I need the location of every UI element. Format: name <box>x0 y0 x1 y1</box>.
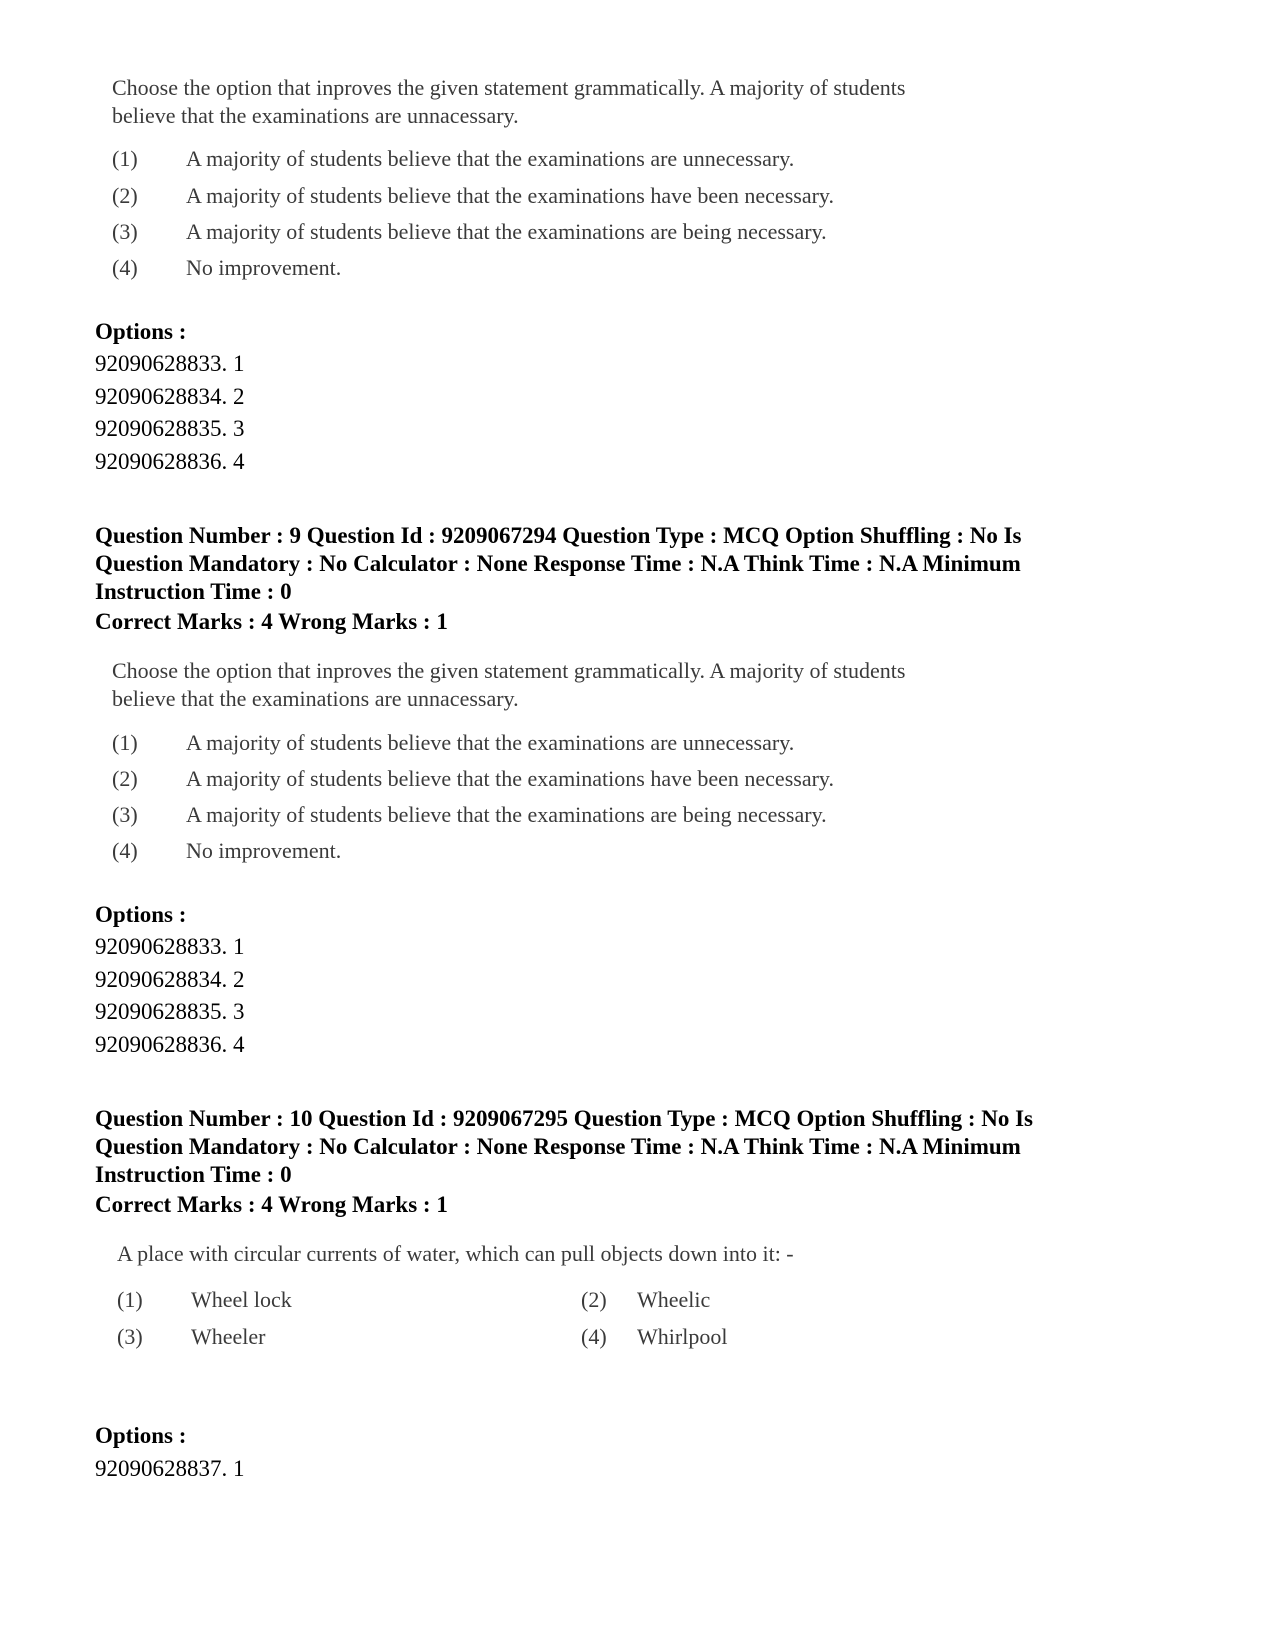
choice-cell <box>117 1323 266 1351</box>
choice-text: A majority of students believe that the examinations have been necessary. <box>186 766 834 791</box>
choice-number: (3) <box>117 1324 143 1349</box>
meta-line: Question Mandatory : No Calculator : None Response Time : N.A Think Time : N.A Minimum <box>95 1134 1021 1159</box>
option-id: 92090628835. 3 <box>95 999 245 1024</box>
meta-line: Instruction Time : 0 <box>95 579 292 604</box>
option-id: 92090628833. 1 <box>95 351 245 376</box>
choice-number: (3) <box>112 802 138 827</box>
choice-text: Wheelic <box>637 1287 711 1312</box>
choice-number: (2) <box>112 766 138 791</box>
option-id: 92090628835. 3 <box>95 416 245 441</box>
meta-line: Instruction Time : 0 <box>95 1162 292 1187</box>
meta-line: Question Number : 10 Question Id : 9209067295 Question Type : MCQ Option Shuffling : No Is <box>95 1106 1034 1131</box>
options-heading: Options : <box>95 319 187 344</box>
choice-row <box>112 729 794 757</box>
choice-row <box>112 254 341 282</box>
option-id: 92090628836. 4 <box>95 449 245 474</box>
choice-row <box>112 837 341 865</box>
choice-number: (2) <box>112 183 138 208</box>
choice-row <box>112 765 834 793</box>
meta-line: Question Mandatory : No Calculator : None Response Time : N.A Think Time : N.A Minimum <box>95 551 1021 576</box>
question-marks: Correct Marks : 4 Wrong Marks : 1 <box>95 609 448 634</box>
choice-number: (4) <box>581 1324 607 1349</box>
question-meta <box>95 522 1225 606</box>
options-heading: Options : <box>95 1423 187 1448</box>
choice-text: A majority of students believe that the examinations are being necessary. <box>186 802 827 827</box>
stem-line: Choose the option that inproves the given statement grammatically. A majority of students <box>112 658 906 683</box>
choice-text: Wheeler <box>191 1324 266 1349</box>
option-id: 92090628833. 1 <box>95 934 245 959</box>
choice-text: No improvement. <box>186 255 342 280</box>
choice-row <box>112 218 827 246</box>
choice-row <box>112 182 834 210</box>
choice-number: (1) <box>112 730 138 755</box>
choice-text: Wheel lock <box>191 1287 292 1312</box>
meta-line: Question Number : 9 Question Id : 9209067294 Question Type : MCQ Option Shuffling : No Is <box>95 523 1022 548</box>
stem-line: believe that the examinations are unnacessary. <box>112 103 519 128</box>
question-stem <box>112 74 905 130</box>
stem-line: Choose the option that inproves the given statement grammatically. A majority of students <box>112 75 906 100</box>
choice-cell <box>581 1286 710 1314</box>
choice-number: (4) <box>112 255 138 280</box>
choice-number: (1) <box>112 146 138 171</box>
question-stem <box>112 657 905 713</box>
question-meta <box>95 1105 1225 1189</box>
choice-number: (3) <box>112 219 138 244</box>
option-id: 92090628837. 1 <box>95 1456 245 1481</box>
question-marks: Correct Marks : 4 Wrong Marks : 1 <box>95 1192 448 1217</box>
choice-cell <box>581 1323 727 1351</box>
choice-text: A majority of students believe that the examinations are being necessary. <box>186 219 827 244</box>
choice-text: A majority of students believe that the examinations are unnecessary. <box>186 730 795 755</box>
option-id: 92090628834. 2 <box>95 967 245 992</box>
stem-line: believe that the examinations are unnacessary. <box>112 686 519 711</box>
choice-row <box>112 801 827 829</box>
question-stem: A place with circular currents of water, which can pull objects down into it: - <box>117 1241 794 1266</box>
choice-text: Whirlpool <box>637 1324 728 1349</box>
options-heading: Options : <box>95 902 187 927</box>
option-id: 92090628836. 4 <box>95 1032 245 1057</box>
option-id: 92090628834. 2 <box>95 384 245 409</box>
choice-row <box>112 145 794 173</box>
choice-text: A majority of students believe that the examinations have been necessary. <box>186 183 834 208</box>
choice-cell <box>117 1286 292 1314</box>
choice-number: (2) <box>581 1287 607 1312</box>
choice-text: No improvement. <box>186 838 342 863</box>
choice-text: A majority of students believe that the examinations are unnecessary. <box>186 146 795 171</box>
choice-number: (4) <box>112 838 138 863</box>
choice-number: (1) <box>117 1287 143 1312</box>
